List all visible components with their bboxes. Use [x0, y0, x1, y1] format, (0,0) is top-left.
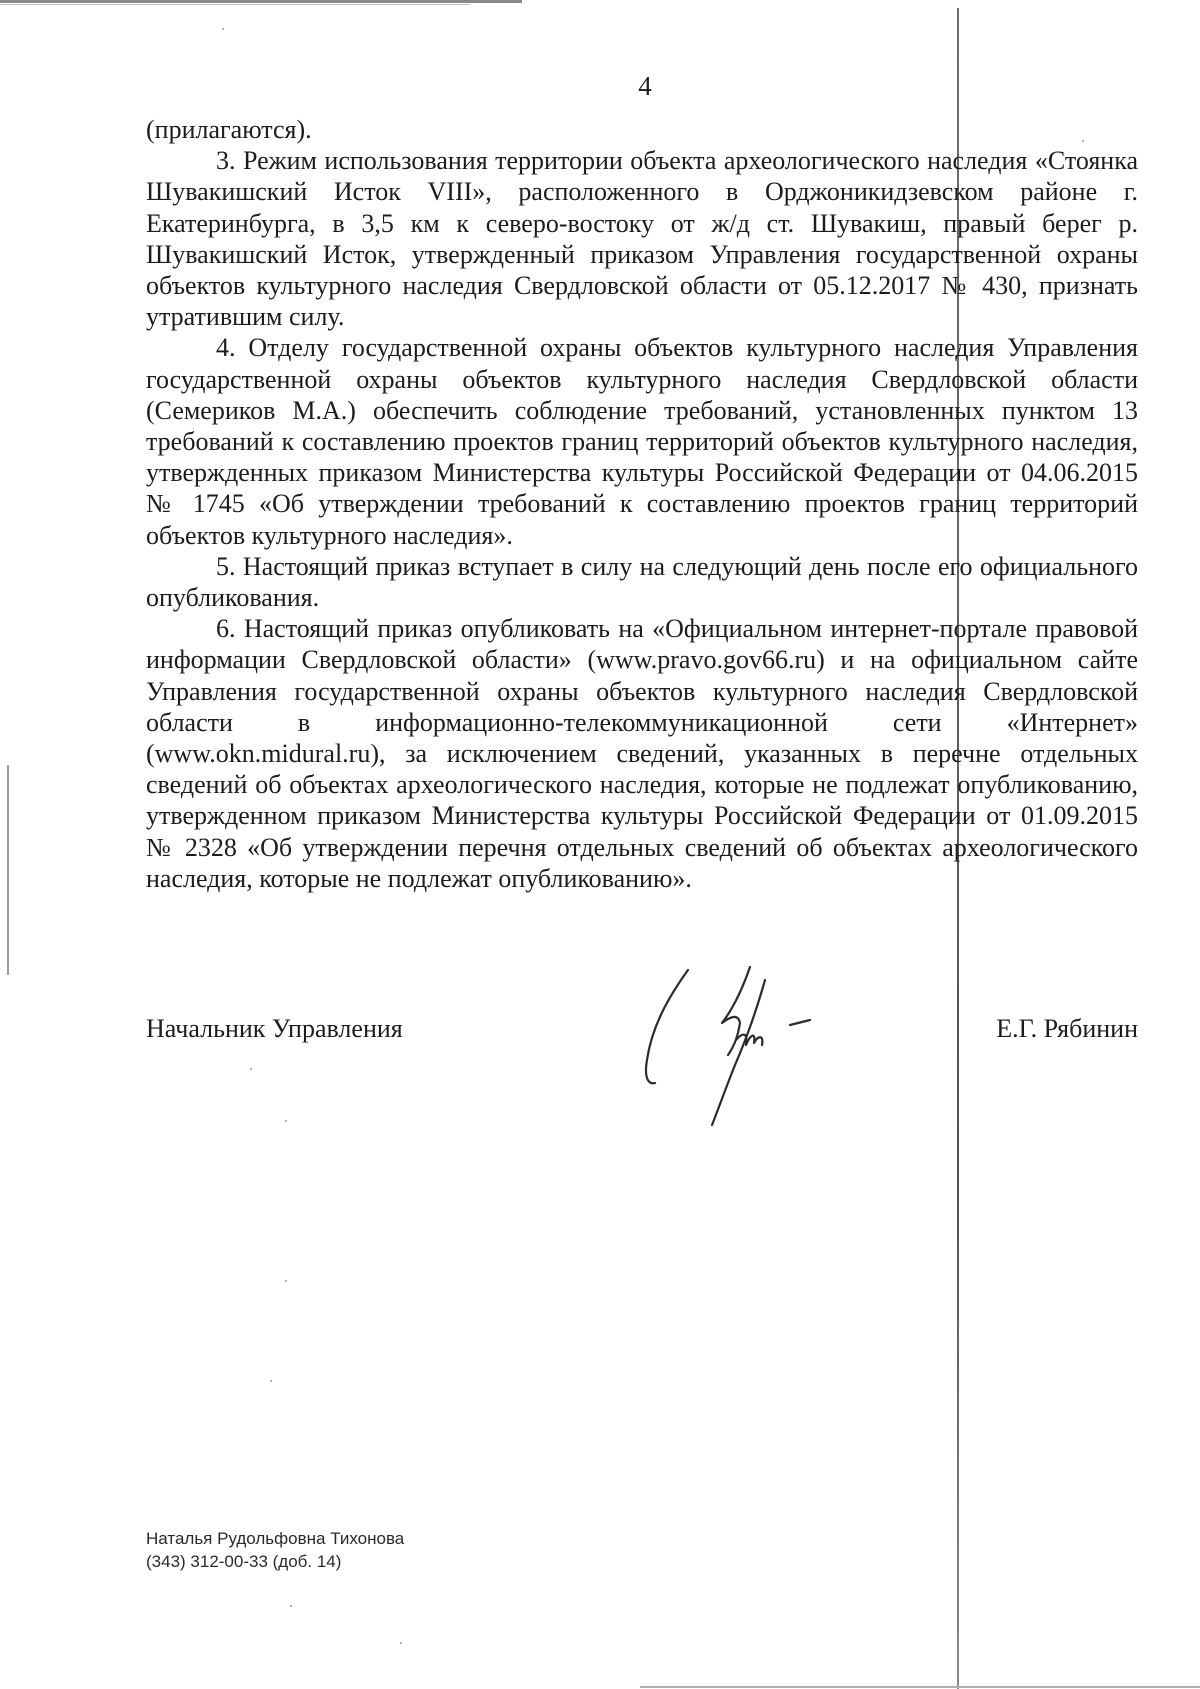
scan-speck — [290, 1605, 292, 1607]
signer-position: Начальник Управления — [146, 1014, 403, 1043]
paragraph-item-4: 4. Отделу государственной охраны объектов культурного наследия Управления государственной охраны объектов культурного наследия Свердловской области (Семериков М.А.) обеспечить соблюдение требований, установленных пунктом 13 требований к составлению проектов границ территорий объектов культурного наследия, утвержденных приказом Министерства культуры Российской Федерации от 04.06.2015 № 1745 «Об утверждении требований к составлению проектов границ территорий объектов культурного наследия». — [146, 333, 1138, 550]
scan-edge-top-shadow — [0, 4, 470, 5]
scan-edge-bottom — [640, 1686, 1200, 1688]
scan-edge-top — [0, 0, 522, 3]
paragraph-continuation: (прилагаются). — [146, 115, 312, 144]
document-body — [146, 114, 1138, 894]
paragraph-item-5: 5. Настоящий приказ вступает в силу на следующий день после его официального опубликования. — [146, 551, 1138, 613]
page-number: 4 — [638, 71, 652, 101]
scan-speck — [400, 1642, 402, 1644]
handwritten-signature — [640, 965, 870, 1130]
paragraph-item-6: 6. Настоящий приказ опубликовать на «Официальном интернет-портале правовой информации Свердловской области» (www.pravo.gov66.ru) и на официальном сайте Управления государственной охраны объектов культурного наследия Свердловской области в информационно-телекоммуникационной сети «Интернет» (www.okn.midural.ru), за исключением сведений, указанных в перечне отдельных сведений об объектах археологического наследия, которые не подлежат опубликованию, утвержденном приказом Министерства культуры Российской Федерации от 01.09.2015 № 2328 «Об утверждении перечня отдельных сведений об объектах археологического наследия, которые не подлежат опубликованию». — [146, 614, 1138, 893]
scan-speck — [222, 28, 224, 30]
scan-speck — [250, 1068, 252, 1070]
executor-phone: (343) 312-00-33 (доб. 14) — [146, 1552, 342, 1571]
executor-info — [146, 1527, 404, 1573]
scan-edge-left-mark — [7, 765, 9, 975]
scan-speck — [285, 1280, 287, 1282]
signer-name: Е.Г. Рябинин — [996, 1014, 1138, 1043]
scan-speck — [270, 1380, 272, 1382]
scan-speck — [285, 1120, 287, 1122]
executor-name: Наталья Рудольфовна Тихонова — [146, 1529, 405, 1548]
paragraph-item-3: 3. Режим использования территории объекта археологического наследия «Стоянка Шувакишский Исток VIII», расположенного в Орджоникидзевском районе г. Екатеринбурга, в 3,5 км к северо-востоку от ж/д ст. Шувакиш, правый берег р. Шувакишский Исток, утвержденный приказом Управления государственной охраны объектов культурного наследия Свердловской области от 05.12.2017 № 430, признать утратившим силу. — [146, 146, 1138, 332]
